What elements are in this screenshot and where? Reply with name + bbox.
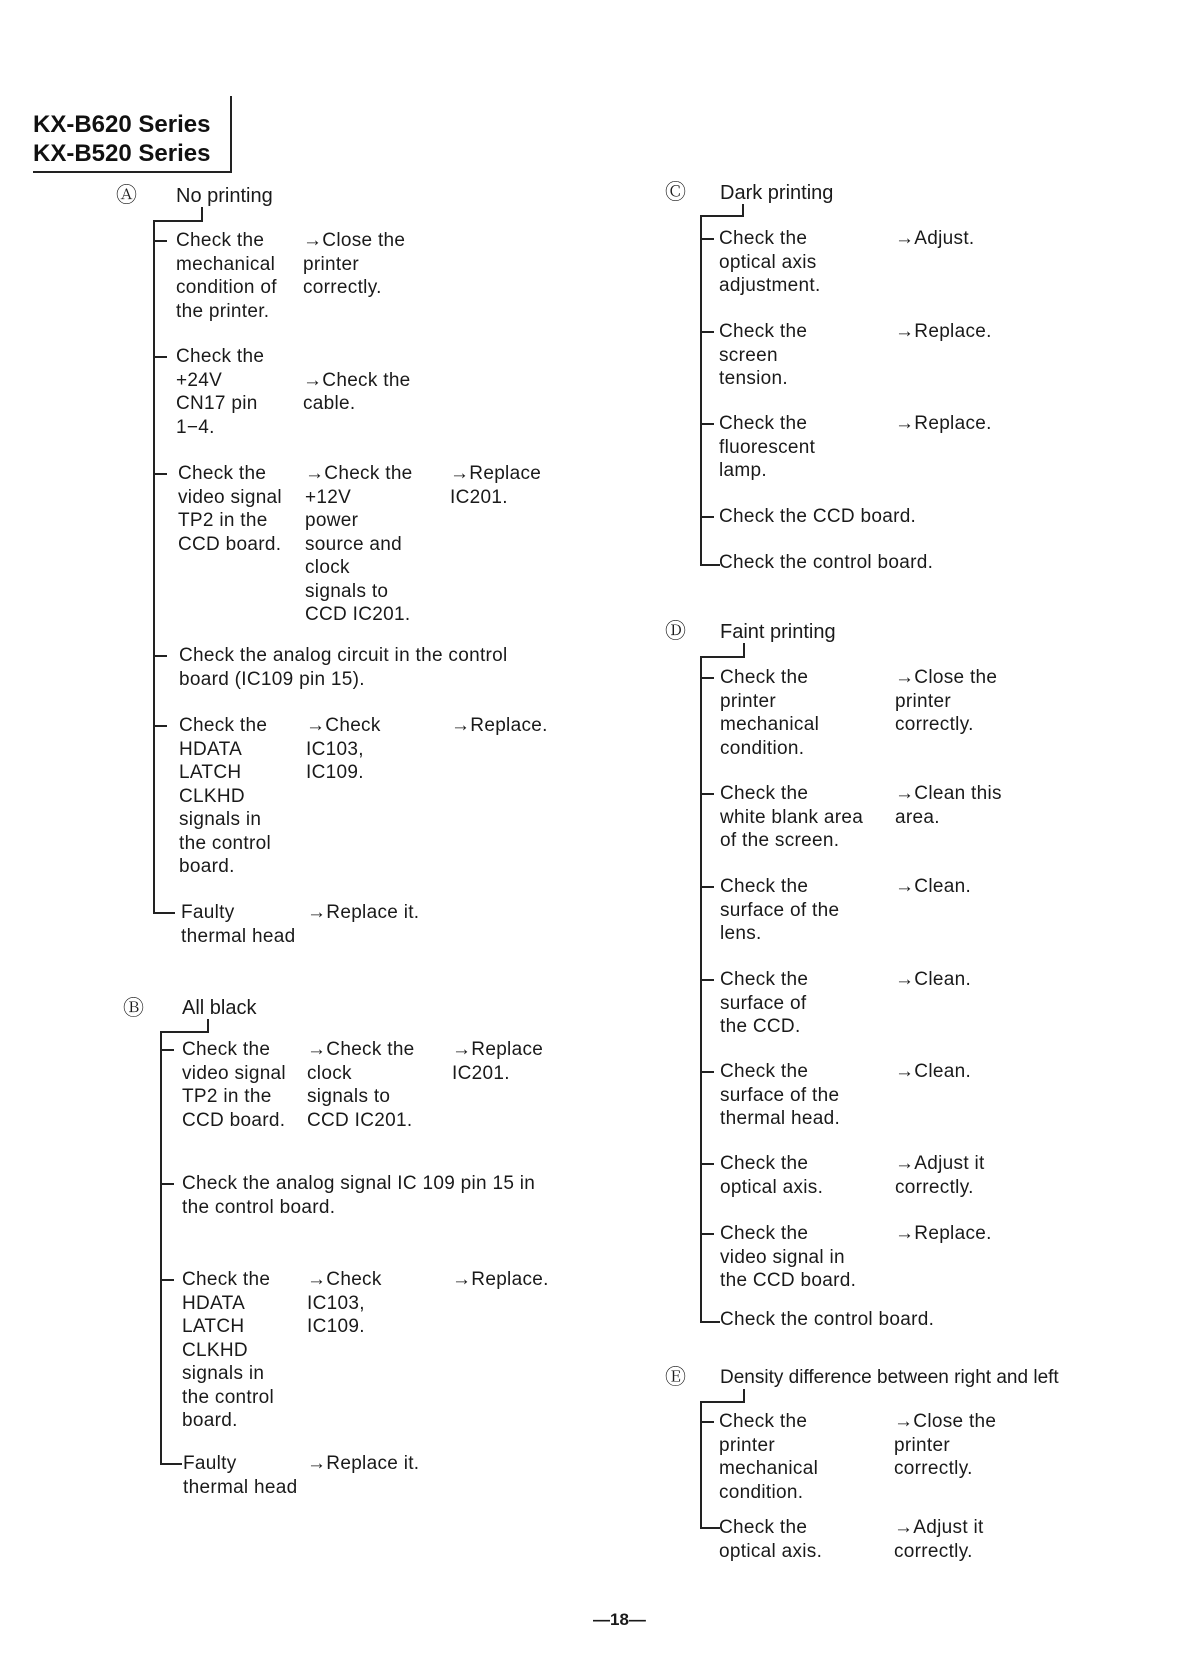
tree-branch (700, 1163, 714, 1165)
header-rule-vertical (230, 96, 232, 171)
tree-branch (700, 423, 714, 425)
step-check-text: Check the optical axis. (719, 1517, 823, 1562)
step-check-text: Check the HDATA LATCH CLKHD signals in the control board. (179, 715, 272, 877)
tree-branch (700, 979, 714, 981)
step-action-text: →Check IC103, IC109. (306, 715, 381, 783)
step-check-text: Check the video signal TP2 in the CCD board. (178, 463, 282, 555)
step-check-text: Check the white blank area of the screen. (720, 783, 864, 851)
tree-branch (153, 655, 167, 657)
tree-branch (160, 1279, 174, 1281)
page-number: —18— (593, 1610, 646, 1629)
step-action-text: →Adjust it correctly. (895, 1153, 985, 1198)
tree-branch (700, 331, 714, 333)
step-check-text: Check the optical axis. (720, 1153, 824, 1198)
step-check-text: Check the mechanical condition of the printer. (176, 230, 277, 322)
tree-branch (700, 238, 714, 240)
step-action-text: →Adjust it correctly. (894, 1517, 984, 1562)
tree-branch (160, 1049, 174, 1051)
tree-branch (160, 1463, 182, 1465)
section-a-marker: Ⓐ (116, 184, 137, 207)
tree-trunk (160, 1031, 162, 1465)
step-check-text: Check the control board. (720, 1309, 935, 1330)
section-b-title: All black (182, 997, 257, 1019)
step-check-text: Check the analog circuit in the control board (IC109 pin 15). (179, 645, 508, 690)
step-action-text: →Replace. (895, 413, 992, 434)
section-e-title: Density difference between right and left (720, 1367, 1059, 1388)
step-check-text: Check the analog signal IC 109 pin 15 in the control board. (182, 1173, 536, 1218)
step-action-text: →Clean. (895, 1061, 972, 1082)
tree-branch (700, 1421, 714, 1423)
tree-connector (700, 215, 744, 217)
section-b-marker: Ⓑ (123, 997, 144, 1020)
step-action-text: →Adjust. (895, 228, 975, 249)
step-check-text: Check the control board. (719, 552, 934, 573)
section-c-title: Dark printing (720, 182, 834, 204)
step-action-text: →Close the printer correctly. (303, 230, 406, 298)
step-result-text: →Replace. (451, 715, 548, 736)
step-check-text: Faulty thermal head (183, 1453, 298, 1498)
tree-branch (700, 677, 714, 679)
document-header (33, 110, 210, 168)
step-check-text: Check the surface of the CCD. (720, 969, 809, 1037)
tree-trunk (153, 220, 155, 914)
section-e-marker: Ⓔ (665, 1366, 686, 1389)
tree-branch (153, 912, 175, 914)
tree-branch (160, 1183, 174, 1185)
tree-trunk (700, 656, 702, 1323)
step-check-text: Check the video signal in the CCD board. (720, 1223, 857, 1291)
step-check-text: Check the video signal TP2 in the CCD board. (182, 1039, 286, 1131)
step-action-text: →Replace it. (307, 902, 420, 923)
tree-connector (700, 656, 745, 658)
step-result-text: →Replace. (452, 1269, 549, 1290)
step-check-text: Check the optical axis adjustment. (719, 228, 821, 296)
tree-branch (153, 473, 167, 475)
tree-trunk (700, 215, 702, 566)
step-check-text: Check the printer mechanical condition. (719, 1411, 819, 1503)
step-check-text: Check the CCD board. (719, 506, 917, 527)
tree-connector (743, 643, 745, 657)
tree-branch (700, 886, 714, 888)
section-c-marker: Ⓒ (665, 181, 686, 204)
section-d-marker: Ⓓ (665, 620, 686, 643)
tree-branch (700, 516, 714, 518)
step-action-text: →Replace. (895, 1223, 992, 1244)
step-action-text: →Close the printer correctly. (895, 667, 998, 735)
step-check-text: Faulty thermal head (181, 902, 296, 947)
step-check-text: Check the screen tension. (719, 321, 808, 389)
step-result-text: →Replace IC201. (452, 1039, 544, 1084)
section-a-title: No printing (176, 185, 273, 207)
tree-branch (153, 356, 167, 358)
step-action-text: →Close the printer correctly. (894, 1411, 997, 1479)
tree-branch (700, 1233, 714, 1235)
step-check-text: Check the fluorescent lamp. (719, 413, 816, 481)
step-action-text: →Clean. (895, 876, 972, 897)
tree-connector (700, 1401, 745, 1403)
tree-branch (700, 1071, 714, 1073)
tree-connector (201, 207, 203, 221)
tree-branch (700, 793, 714, 795)
step-action-text: →Replace. (895, 321, 992, 342)
header-line-1: KX-B620 Series (33, 111, 211, 138)
step-check-text: Check the printer mechanical condition. (720, 667, 820, 759)
tree-connector (160, 1031, 209, 1033)
step-action-text: →Check IC103, IC109. (307, 1269, 382, 1337)
step-action-text: →Check the +12V power source and clock signals to CCD IC201. (305, 463, 413, 625)
section-d-title: Faint printing (720, 621, 836, 643)
tree-branch (700, 1321, 720, 1323)
step-check-text: Check the HDATA LATCH CLKHD signals in the control board. (182, 1269, 275, 1431)
step-action-text: →Check the cable. (303, 369, 411, 414)
step-check-text: Check the +24V CN17 pin 1−4. (176, 346, 265, 438)
step-action-text: →Clean this area. (895, 783, 1002, 828)
step-action-text: →Clean. (895, 969, 972, 990)
tree-branch (700, 1527, 720, 1529)
tree-branch (153, 240, 167, 242)
step-action-text: →Check the clock signals to CCD IC201. (307, 1039, 415, 1131)
tree-connector (153, 220, 203, 222)
step-check-text: Check the surface of the lens. (720, 876, 840, 944)
step-action-text: →Replace it. (307, 1453, 420, 1474)
tree-branch (700, 564, 720, 566)
tree-branch (153, 725, 167, 727)
step-result-text: →Replace IC201. (450, 463, 542, 508)
header-line-2: KX-B520 Series (33, 140, 211, 167)
step-check-text: Check the surface of the thermal head. (720, 1061, 841, 1129)
header-rule-horizontal (33, 171, 232, 173)
